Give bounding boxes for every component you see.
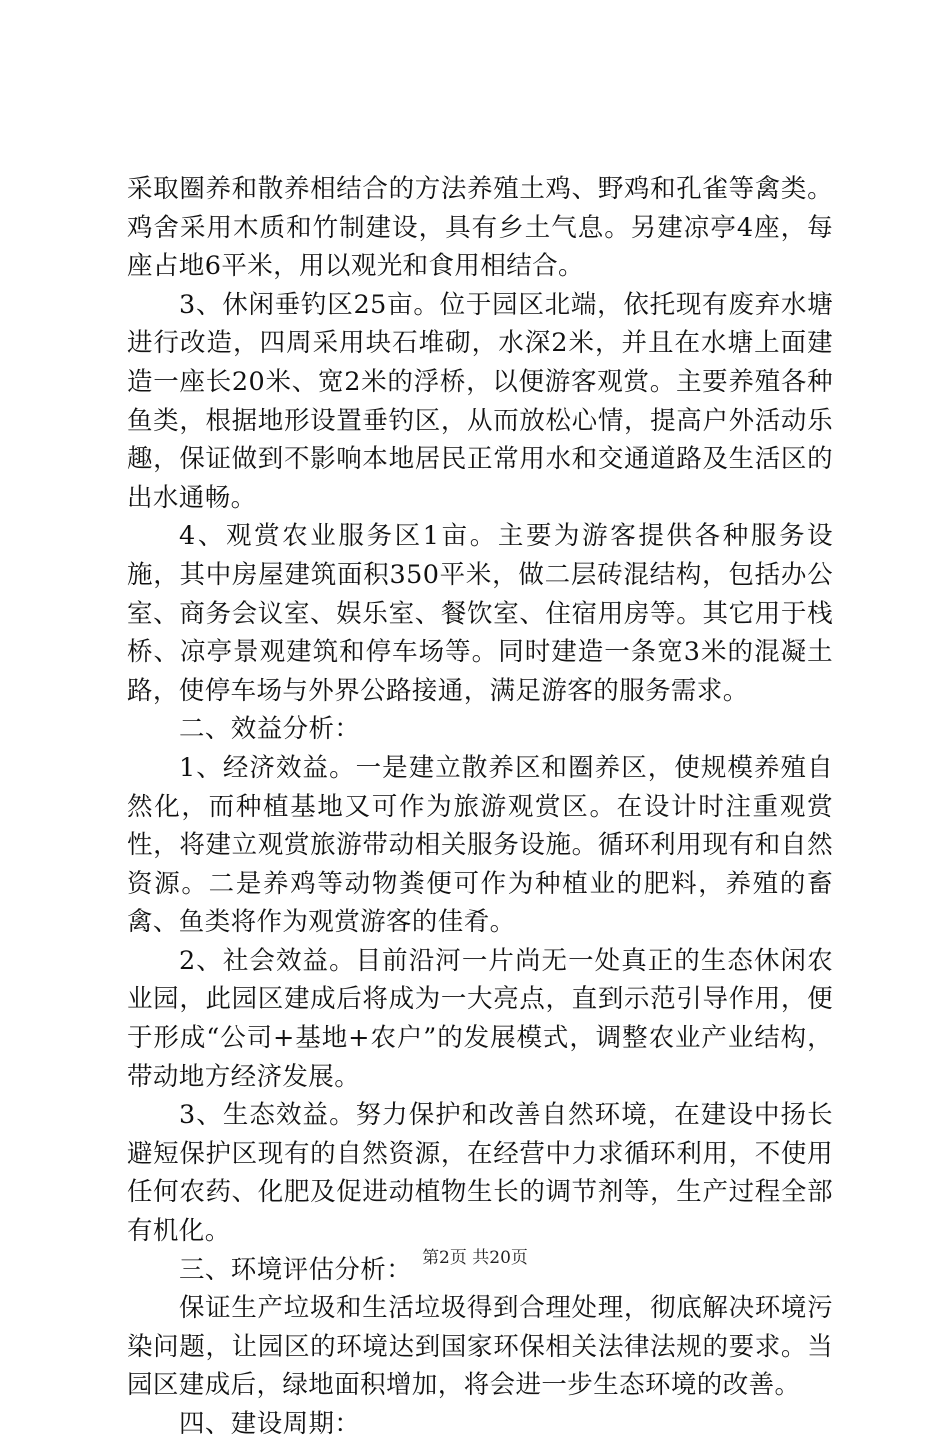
section-heading-schedule: 四、建设周期： (179, 1409, 361, 1439)
paragraph-fishing-area: 3、休闲垂钓区25亩。位于园区北端，依托现有废弃水塘进行改造，四周采用块石堆砌，水深2米，并且在水塘上面建造一座长20米、宽2米的浮桥，以便游客观赏。主要养殖各种鱼类，根据地形设置垂钓区，从而放松心情，提高户外活动乐趣，保证做到不影响本地居民正常用水和交通道路及生活区的出水通畅。 (127, 289, 833, 513)
paragraph-ecological-benefit: 3、生态效益。努力保护和改善自然环境，在建设中扬长避短保护区现有的自然资源，在经营中力求循环利用，不使用任何农药、化肥及促进动植物生长的调节剂等，生产过程全部有机化。 (127, 1100, 833, 1247)
page-number-footer: 第2页 共20页 (422, 1248, 528, 1268)
paragraph-poultry-area: 采取圈养和散养相结合的方法养殖土鸡、野鸡和孔雀等禽类。鸡舍采用木质和竹制建设，具有乡土气息。另建凉亭4座，每座占地6平米，用以观光和食用相结合。 (127, 174, 833, 282)
paragraph-social-benefit: 2、社会效益。目前沿河一片尚无一处真正的生态休闲农业园，此园区建成后将成为一大亮点，直到示范引导作用，便于形成“公司+基地+农户”的发展模式，调整农业产业结构，带动地方经济发展。 (127, 945, 833, 1092)
paragraph-service-area: 4、观赏农业服务区1亩。主要为游客提供各种服务设施，其中房屋建筑面积350平米，做二层砖混结构，包括办公室、商务会议室、娱乐室、餐饮室、住宿用房等。其它用于栈桥、凉亭景观建筑和停车场等。同时建造一条宽3米的混凝土路，使停车场与外界公路接通，满足游客的服务需求。 (127, 521, 833, 706)
section-heading-environment: 三、环境评估分析： (179, 1254, 413, 1285)
section-heading-benefits: 二、效益分析： (179, 714, 361, 745)
paragraph-economic-benefit: 1、经济效益。一是建立散养区和圈养区，使规模养殖自然化，而种植基地又可作为旅游观赏区。在设计时注重观赏性，将建立观赏旅游带动相关服务设施。循环利用现有和自然资源。二是养鸡等动物粪便可作为种植业的肥料，养殖的畜禽、鱼类将作为观赏游客的佳肴。 (127, 752, 833, 938)
paragraph-environment-assessment: 保证生产垃圾和生活垃圾得到合理处理，彻底解决环境污染问题，让园区的环境达到国家环保相关法律法规的要求。当园区建成后，绿地面积增加，将会进一步生态环境的改善。 (127, 1293, 833, 1401)
